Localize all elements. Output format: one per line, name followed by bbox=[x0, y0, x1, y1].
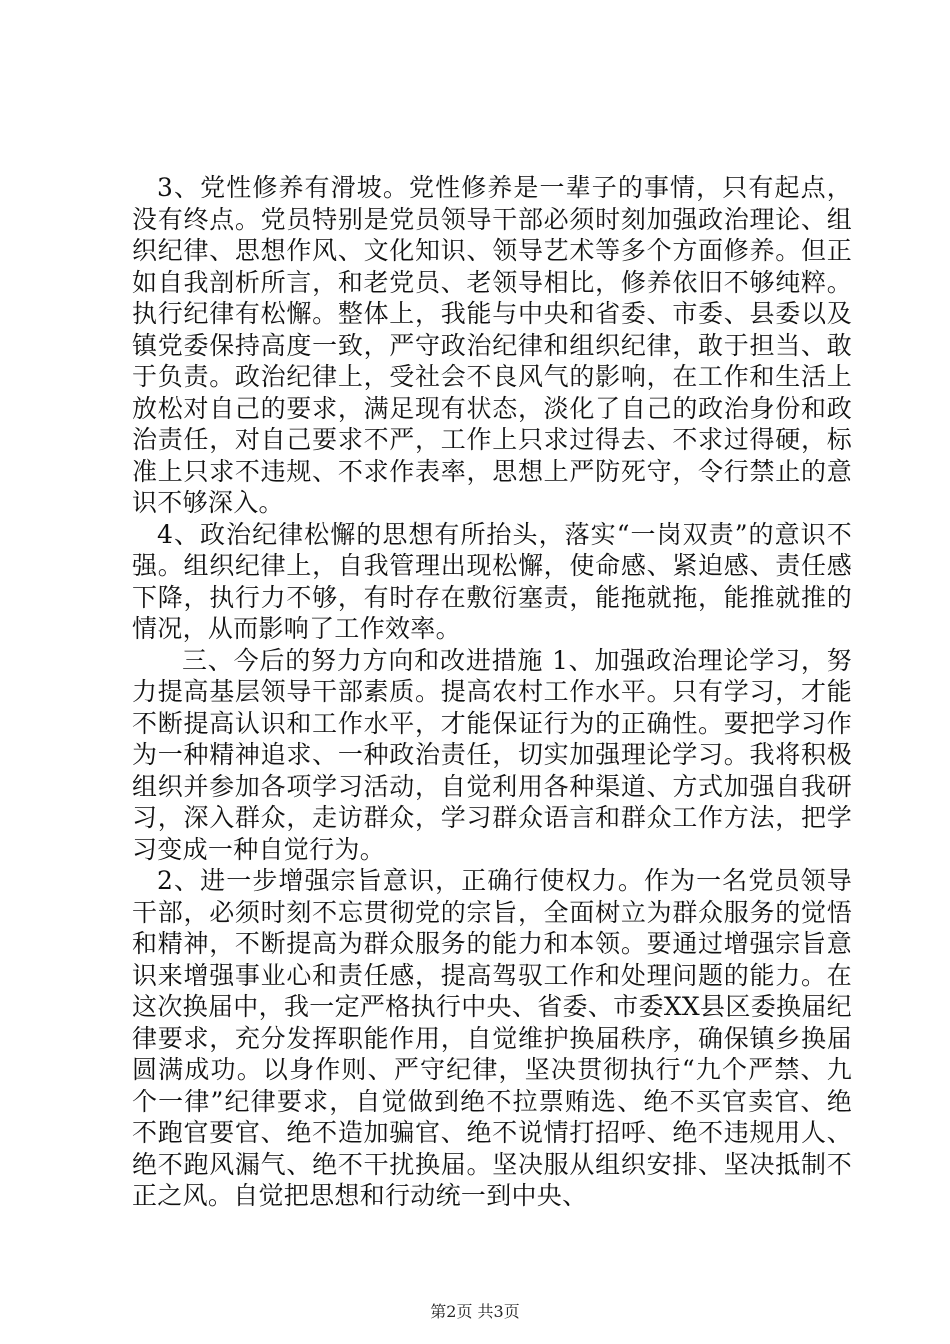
paragraph-purpose-awareness: 2、进一步增强宗旨意识，正确行使权力。作为一名党员领导干部，必须时刻不忘贯彻党的宗旨，全面树立为群众服务的觉悟和精神，不断提高为群众服务的能力和本领。要通过增强宗旨意识来增强事业心和责任感，提高驾驭工作和处理问题的能力。在这次换届中，我一定严格执行中央、省委、市委XX县区委换届纪律要求，充分发挥职能作用，自觉维护换届秩序，确保镇乡换届圆满成功。以身作则、严守纪律，坚决贯彻执行“九个严禁、九个一律”纪律要求，自觉做到绝不拉票贿选、绝不买官卖官、绝不跑官要官、绝不造加骗官、绝不说情打招呼、绝不违规用人、绝不跑风漏气、绝不干扰换届。坚决服从组织安排、坚决抵制不正之风。自觉把思想和行动统一到中央、 bbox=[132, 866, 852, 1210]
paragraph-political-discipline: 4、政治纪律松懈的思想有所抬头，落实“一岗双责”的意识不强。组织纪律上，自我管理出现松懈，使命感、紧迫感、责任感下降，执行力不够，有时存在敷衍塞责，能拖就拖，能推就推的情况，从而影响了工作效率。 bbox=[132, 519, 852, 643]
document-body bbox=[132, 172, 852, 1212]
paragraph-party-spirit: 3、党性修养有滑坡。党性修养是一辈子的事情，只有起点，没有终点。党员特别是党员领导干部必须时刻加强政治理论、组织纪律、思想作风、文化知识、领导艺术等多个方面修养。但正如自我剖析所言，和老党员、老领导相比，修养依旧不够纯粹。执行纪律有松懈。整体上，我能与中央和省委、市委、县委以及镇党委保持高度一致，严守政治纪律和组织纪律，敢于担当、敢于负责。政治纪律上，受社会不良风气的影响，在工作和生活上放松对自己的要求，满足现有状态，淡化了自己的政治身份和政治责任，对自己要求不严，工作上只求过得去、不求过得硬，标准上只求不违规、不求作表率，思想上严防死守，令行禁止的意识不够深入。 bbox=[132, 173, 852, 517]
paragraph-improvement-measures: 三、今后的努力方向和改进措施 1、加强政治理论学习，努力提高基层领导干部素质。提高农村工作水平。只有学习，才能不断提高认识和工作水平，才能保证行为的正确性。要把学习作为一种精神追求、一种政治责任，切实加强理论学习。我将积极组织并参加各项学习活动，自觉利用各种渠道、方式加强自我研习，深入群众，走访群众，学习群众语言和群众工作方法，把学习变成一种自觉行为。 bbox=[132, 645, 852, 864]
page-number-footer: 第2页 共3页 bbox=[430, 1302, 520, 1321]
